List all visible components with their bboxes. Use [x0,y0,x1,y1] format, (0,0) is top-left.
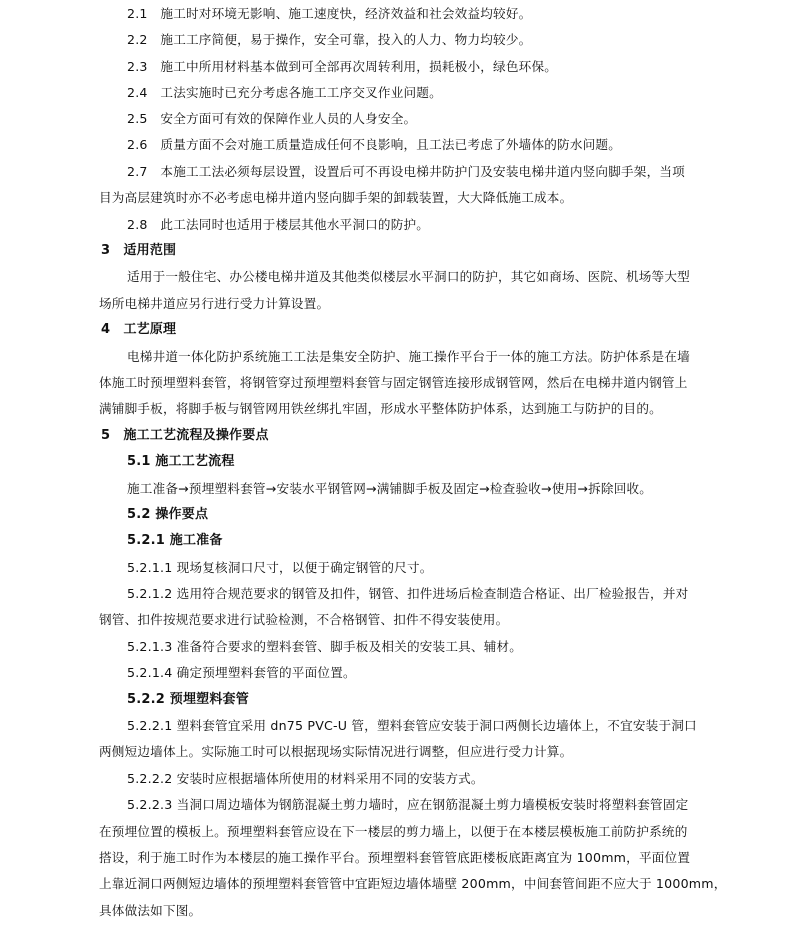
item-5-2-1-4: 5.2.1.4 确定预埋塑料套管的平面位置。 [127,665,356,680]
item-2-7: 2.7 本施工工法必须每层设置，设置后可不再设电梯井防护门及安装电梯井道内竖向脚手架，当项 [127,164,685,179]
heading-5-2-2: 5.2.2 预埋塑料套管 [127,692,249,707]
heading-5-2-1: 5.2.1 施工准备 [127,533,223,548]
item-2-7-cont: 目为高层建筑时亦不必考虑电梯井道内竖向脚手架的卸载装置，大大降低施工成本。 [99,190,573,205]
para-principle-3: 满铺脚手板，将脚手板与钢管网用铁丝绑扎牢固，形成水平整体防护体系，达到施工与防护的目的。 [99,401,662,416]
item-5-2-2-3-cont-1: 在预埋位置的模板上。预埋塑料套管应设在下一楼层的剪力墙上，以便于在本楼层模板施工前防护系统的 [99,824,688,839]
heading-5-1: 5.1 施工工艺流程 [127,454,235,469]
item-5-2-2-1: 5.2.2.1 塑料套管宜采用 dn75 PVC-U 管，塑料套管应安装于洞口两侧长边墙体上，不宜安装于洞口 [127,718,697,733]
item-2-4: 2.4 工法实施时已充分考虑各施工工序交叉作业问题。 [127,85,442,100]
item-5-2-2-3: 5.2.2.3 当洞口周边墙体为钢筋混凝土剪力墙时，应在钢筋混凝土剪力墙模板安装时将塑料套管固定 [127,797,689,812]
item-5-2-2-3-cont-4: 具体做法如下图。 [99,903,202,918]
item-5-2-2-3-cont-2: 搭设，利于施工时作为本楼层的施工操作平台。预埋塑料套管管底距楼板底距离宜为 100mm，平面位置 [99,850,691,865]
heading-4: 4 工艺原理 [101,322,177,337]
item-2-1: 2.1 施工时对环境无影响、施工速度快，经济效益和社会效益均较好。 [127,6,532,21]
item-2-5: 2.5 安全方面可有效的保障作业人员的人身安全。 [127,111,417,126]
item-5-2-2-2: 5.2.2.2 安装时应根据墙体所使用的材料采用不同的安装方式。 [127,771,484,786]
heading-5: 5 施工工艺流程及操作要点 [101,428,269,443]
para-scope-2: 场所电梯井道应另行进行受力计算设置。 [99,296,330,311]
heading-3: 3 适用范围 [101,243,177,258]
item-2-3: 2.3 施工中所用材料基本做到可全部再次周转利用，损耗极小，绿色环保。 [127,59,558,74]
para-process: 施工准备→预埋塑料套管→安装水平钢管网→满铺脚手板及固定→检查验收→使用→拆除回收。 [127,481,653,496]
item-5-2-2-1-cont: 两侧短边墙体上。实际施工时可以根据现场实际情况进行调整，但应进行受力计算。 [99,744,573,759]
item-5-2-1-2: 5.2.1.2 选用符合规范要求的钢管及扣件，钢管、扣件进场后检查制造合格证、出厂检验报告，并对 [127,586,689,601]
item-2-2: 2.2 施工工序简便，易于操作，安全可靠，投入的人力、物力均较少。 [127,32,532,47]
item-2-6: 2.6 质量方面不会对施工质量造成任何不良影响，且工法已考虑了外墙体的防水问题。 [127,137,621,152]
item-2-8: 2.8 此工法同时也适用于楼层其他水平洞口的防护。 [127,217,430,232]
heading-5-2: 5.2 操作要点 [127,507,209,522]
para-scope-1: 适用于一般住宅、办公楼电梯井道及其他类似楼层水平洞口的防护，其它如商场、医院、机场等大型 [127,269,690,284]
para-principle-2: 体施工时预埋塑料套管，将钢管穿过预埋塑料套管与固定钢管连接形成钢管网，然后在电梯井道内钢管上 [99,375,688,390]
para-principle-1: 电梯井道一体化防护系统施工工法是集安全防护、施工操作平台于一体的施工方法。防护体系是在墙 [127,349,690,364]
item-5-2-1-3: 5.2.1.3 准备符合要求的塑料套管、脚手板及相关的安装工具、辅材。 [127,639,523,654]
item-5-2-1-2-cont: 钢管、扣件按规范要求进行试验检测，不合格钢管、扣件不得安装使用。 [99,612,509,627]
item-5-2-1-1: 5.2.1.1 现场复核洞口尺寸，以便于确定钢管的尺寸。 [127,560,433,575]
item-5-2-2-3-cont-3: 上靠近洞口两侧短边墙体的预埋塑料套管管中宜距短边墙体墙壁 200mm，中间套管间距不应大于 1000mm， [99,876,727,891]
